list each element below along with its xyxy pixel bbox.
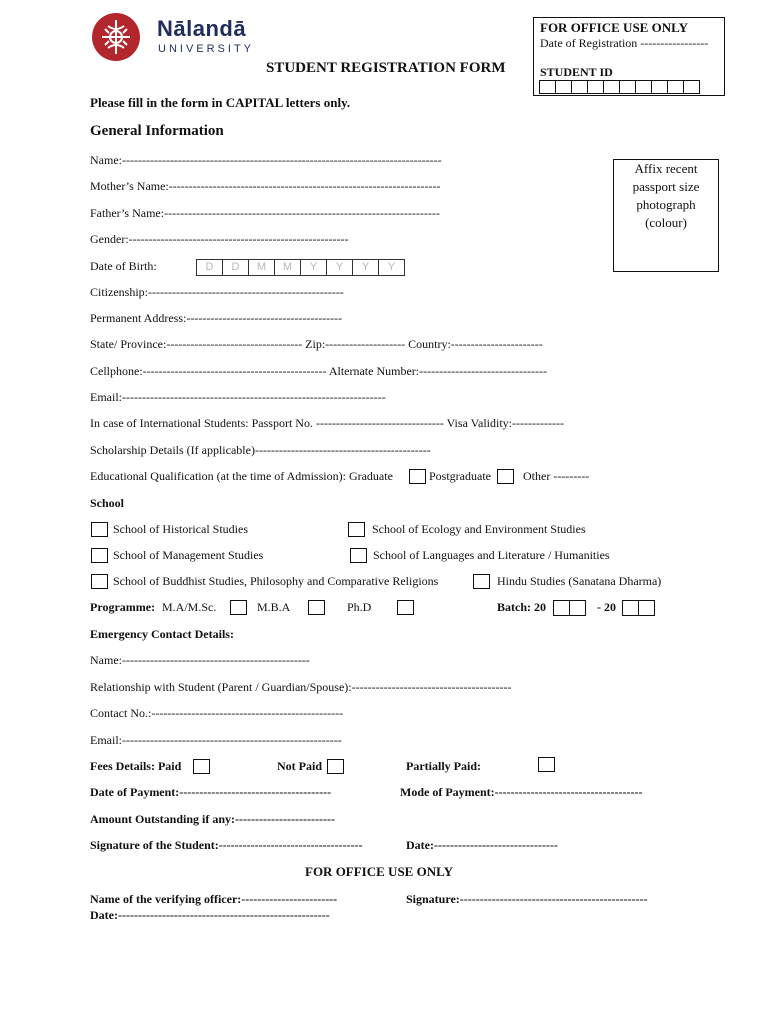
logo-name: Nālandā	[157, 16, 247, 41]
batch-label: Batch: 20	[497, 600, 546, 614]
school-option-label: School of Ecology and Environment Studies	[372, 522, 586, 536]
student-id-cell	[587, 80, 604, 94]
emergency-name-field[interactable]: Name:-----------------------------------------------	[90, 653, 310, 667]
citizenship-field[interactable]: Citizenship:-------------------------------------------------	[90, 285, 344, 299]
student-id-cell	[619, 80, 636, 94]
student-id-cell	[667, 80, 684, 94]
school-option-label: School of Buddhist Studies, Philosophy and Comparative Religions	[113, 574, 439, 588]
photo-line-1: Affix recent	[634, 161, 698, 176]
email-field[interactable]: Email:------------------------------------------------------------------	[90, 390, 386, 404]
not-paid-label: Not Paid	[277, 759, 322, 773]
dob-cell[interactable]: D	[222, 259, 249, 276]
fees-paid-label: Fees Details: Paid	[90, 759, 182, 773]
photo-line-3: photograph	[636, 197, 696, 212]
school-checkbox[interactable]	[91, 548, 108, 563]
school-option-label: School of Languages and Literature / Humanities	[373, 548, 610, 562]
dob-label: Date of Birth:	[90, 259, 157, 273]
programme-option-label: M.A/M.Sc.	[162, 600, 217, 614]
partially-paid-checkbox[interactable]	[538, 757, 555, 772]
form-title: STUDENT REGISTRATION FORM	[266, 60, 506, 76]
student-id-cell	[603, 80, 620, 94]
relationship-field[interactable]: Relationship with Student (Parent / Guardian/Spouse):----------------------------------------	[90, 680, 512, 694]
officer-signature-field[interactable]: Signature:-----------------------------------------------	[406, 892, 648, 906]
dob-cell[interactable]: Y	[300, 259, 327, 276]
student-id-label: STUDENT ID	[540, 65, 613, 79]
student-id-cell	[651, 80, 668, 94]
student-date-field[interactable]: Date:-------------------------------	[406, 838, 558, 852]
father-name-field[interactable]: Father’s Name:---------------------------------------------------------------------	[90, 206, 440, 220]
graduate-checkbox[interactable]	[409, 469, 426, 484]
student-id-cell	[683, 80, 700, 94]
passport-field[interactable]: In case of International Students: Passport No. -------------------------------- Visa Validity:-------------	[90, 416, 564, 430]
cellphone-field[interactable]: Cellphone:---------------------------------------------- Alternate Number:--------------------------------	[90, 364, 547, 378]
programme-checkbox[interactable]	[397, 600, 414, 615]
programme-option-label: M.B.A	[257, 600, 291, 614]
batch-separator: - 20	[597, 600, 616, 614]
scholarship-field[interactable]: Scholarship Details (If applicable)--------------------------------------------	[90, 443, 431, 457]
date-of-payment-field[interactable]: Date of Payment:--------------------------------------	[90, 785, 332, 799]
batch-cell[interactable]	[569, 600, 586, 616]
batch-cell[interactable]	[622, 600, 639, 616]
school-checkbox[interactable]	[350, 548, 367, 563]
not-paid-checkbox[interactable]	[327, 759, 344, 774]
student-id-cell	[635, 80, 652, 94]
education-label: Educational Qualification (at the time of Admission): Graduate	[90, 469, 393, 483]
postgraduate-checkbox[interactable]	[497, 469, 514, 484]
emergency-contact-field[interactable]: Contact No.:------------------------------------------------	[90, 706, 344, 720]
school-option-label: Hindu Studies (Sanatana Dharma)	[497, 574, 662, 588]
school-checkbox[interactable]	[91, 522, 108, 537]
school-heading: School	[90, 496, 125, 510]
name-field[interactable]: Name:--------------------------------------------------------------------------------	[90, 153, 442, 167]
dob-cell[interactable]: M	[274, 259, 301, 276]
emergency-email-field[interactable]: Email:-------------------------------------------------------	[90, 733, 342, 747]
dob-cells[interactable]	[197, 259, 405, 276]
batch-cell[interactable]	[553, 600, 570, 616]
other-qualification-field[interactable]: Other ---------	[523, 469, 590, 483]
photo-box	[613, 159, 719, 272]
batch-cell[interactable]	[638, 600, 655, 616]
logo-subtitle: UNIVERSITY	[158, 43, 255, 55]
school-option-label: School of Historical Studies	[113, 522, 248, 536]
student-id-cell	[539, 80, 556, 94]
verifying-officer-field[interactable]: Name of the verifying officer:------------------------	[90, 892, 338, 906]
mode-of-payment-field[interactable]: Mode of Payment:-------------------------------------	[400, 785, 643, 799]
school-checkbox[interactable]	[473, 574, 490, 589]
office-use-box	[533, 17, 725, 96]
batch-end-cells[interactable]	[623, 600, 655, 616]
dob-cell[interactable]: Y	[352, 259, 379, 276]
date-of-registration: Date of Registration -----------------	[540, 36, 709, 50]
instruction: Please fill in the form in CAPITAL letters only.	[90, 95, 351, 110]
amount-outstanding-field[interactable]: Amount Outstanding if any:-------------------------	[90, 812, 335, 826]
programme-checkbox[interactable]	[230, 600, 247, 615]
student-id-cell	[555, 80, 572, 94]
programme-option-label: Ph.D	[347, 600, 372, 614]
state-zip-country-field[interactable]: State/ Province:---------------------------------- Zip:-------------------- Country:-----------------------	[90, 337, 543, 351]
mother-name-field[interactable]: Mother’s Name:--------------------------------------------------------------------	[90, 179, 441, 193]
school-option-label: School of Management Studies	[113, 548, 264, 562]
batch-start-cells[interactable]	[554, 600, 586, 616]
dob-cell[interactable]: Y	[378, 259, 405, 276]
photo-line-2: passport size	[632, 179, 700, 194]
photo-line-4: (colour)	[645, 215, 687, 230]
postgraduate-label: Postgraduate	[429, 469, 491, 483]
office-use-bottom-title: FOR OFFICE USE ONLY	[305, 864, 453, 879]
school-checkbox[interactable]	[91, 574, 108, 589]
student-signature-field[interactable]: Signature of the Student:------------------------------------	[90, 838, 363, 852]
student-id-cells	[540, 80, 700, 94]
dob-cell[interactable]: Y	[326, 259, 353, 276]
address-field[interactable]: Permanent Address:---------------------------------------	[90, 311, 343, 325]
gender-field[interactable]: Gender:-------------------------------------------------------	[90, 232, 349, 246]
dob-cell[interactable]: M	[248, 259, 275, 276]
general-heading: General Information	[90, 123, 224, 139]
student-id-cell	[571, 80, 588, 94]
fees-paid-checkbox[interactable]	[193, 759, 210, 774]
dob-cell[interactable]: D	[196, 259, 223, 276]
partially-paid-label: Partially Paid:	[406, 759, 481, 773]
programme-checkbox[interactable]	[308, 600, 325, 615]
school-checkbox[interactable]	[348, 522, 365, 537]
programme-label: Programme:	[90, 600, 156, 614]
officer-date-field[interactable]: Date:-----------------------------------------------------	[90, 908, 330, 922]
office-use-title: FOR OFFICE USE ONLY	[540, 20, 688, 35]
nalanda-emblem-icon	[91, 12, 141, 62]
emergency-heading: Emergency Contact Details:	[90, 627, 234, 641]
